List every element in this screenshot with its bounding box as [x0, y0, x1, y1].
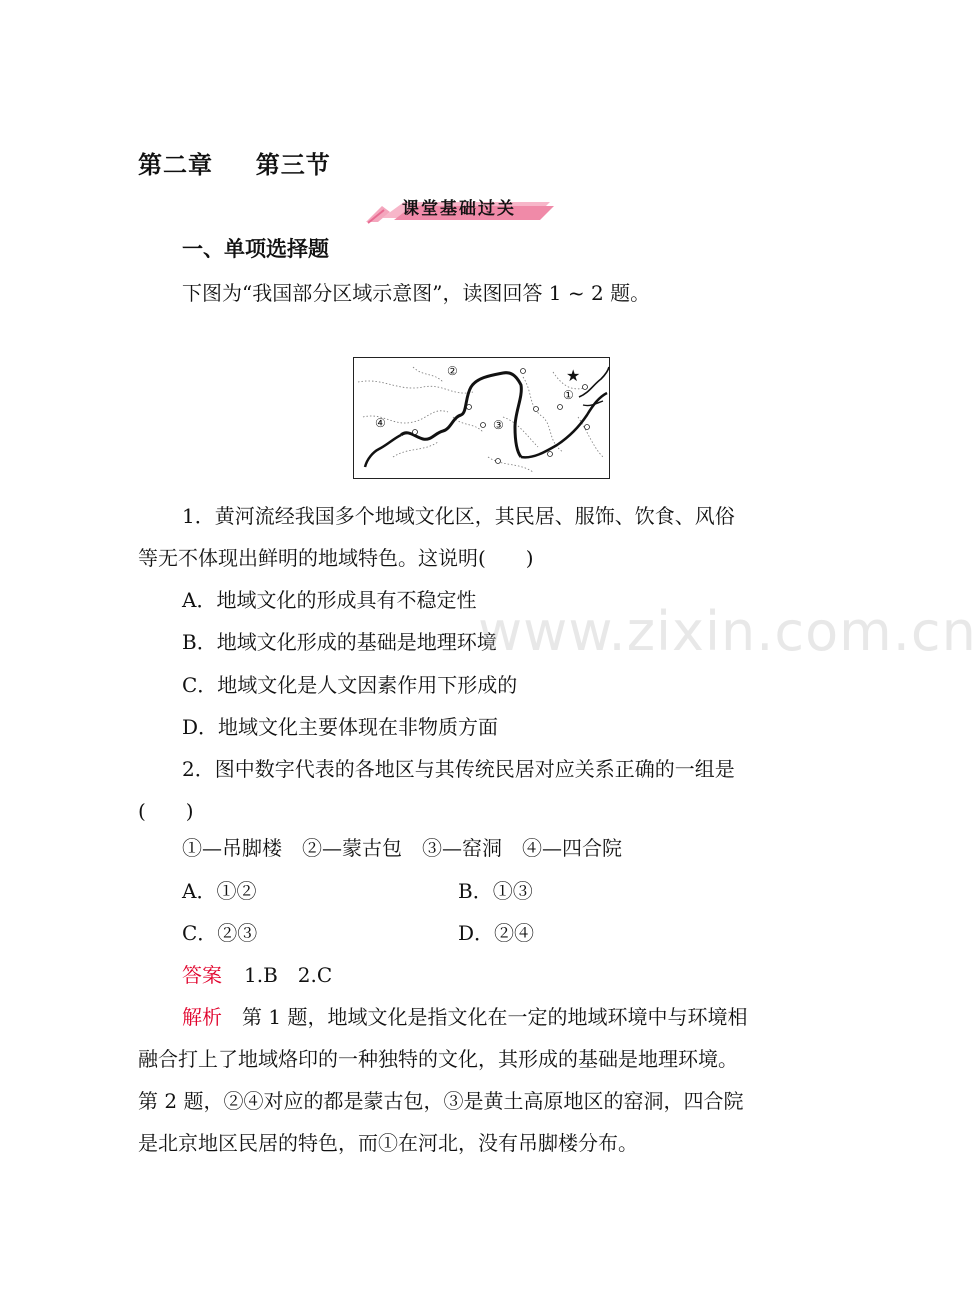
section-label: 第三节	[255, 151, 331, 179]
intro-text: 下图为“我国部分区域示意图”，读图回答 1 ~ 2 题。	[182, 281, 651, 305]
section-heading: 一、单项选择题	[182, 237, 329, 261]
analysis-text-1: 第 1 题，地域文化是指文化在一定的地域环境中与环境相	[242, 1005, 748, 1029]
q1-option-a: A．地域文化的形成具有不稳定性	[182, 588, 477, 612]
analysis-line4: 是北京地区民居的特色，而①在河北，没有吊脚楼分布。	[138, 1131, 638, 1155]
analysis-line3: 第 2 题，②④对应的都是蒙古包，③是黄土高原地区的窑洞，四合院	[138, 1089, 744, 1113]
banner-label: 课堂基础过关	[402, 199, 516, 219]
q1-stem-line1: 1．黄河流经我国多个地域文化区，其民居、服饰、饮食、风俗	[182, 504, 735, 528]
answer-label: 答案	[182, 963, 222, 987]
watermark: www.zixin.com.cn	[478, 600, 977, 663]
map-label-2: ②	[447, 364, 458, 378]
page-title	[138, 145, 331, 180]
q2-option-c: C．②③	[182, 921, 258, 945]
analysis-line2: 融合打上了地域烙印的一种独特的文化，其形成的基础是地理环境。	[138, 1047, 738, 1071]
analysis-label: 解析	[182, 1005, 222, 1029]
map-label-4: ④	[375, 416, 386, 430]
map-label-3: ③	[493, 418, 504, 432]
q1-stem-line2: 等无不体现出鲜明的地域特色。这说明( )	[138, 546, 534, 570]
china-region-map-icon	[353, 357, 610, 479]
q2-pairs: ①—吊脚楼 ②—蒙古包 ③—窑洞 ④—四合院	[182, 836, 622, 860]
chapter-label: 第二章	[138, 151, 213, 179]
q2-stem-line2: ( )	[138, 799, 194, 823]
answer-text: 1.B 2.C	[244, 963, 333, 987]
q2-option-d: D．②④	[458, 921, 535, 945]
map-label-1: ①	[563, 388, 574, 402]
q2-stem-line1: 2．图中数字代表的各地区与其传统民居对应关系正确的一组是	[182, 757, 735, 781]
q1-option-c: C．地域文化是人文因素作用下形成的	[182, 673, 518, 697]
q2-option-a: A．①②	[182, 879, 257, 903]
q1-option-d: D．地域文化主要体现在非物质方面	[182, 715, 499, 739]
analysis-line1	[182, 1001, 747, 1030]
answer-row	[182, 959, 332, 988]
q1-option-b: B．地域文化形成的基础是地理环境	[182, 630, 497, 654]
capital-star-icon: ★	[566, 366, 581, 385]
lesson-banner	[364, 192, 556, 224]
q2-option-b: B．①③	[458, 879, 533, 903]
region-map	[353, 357, 610, 479]
